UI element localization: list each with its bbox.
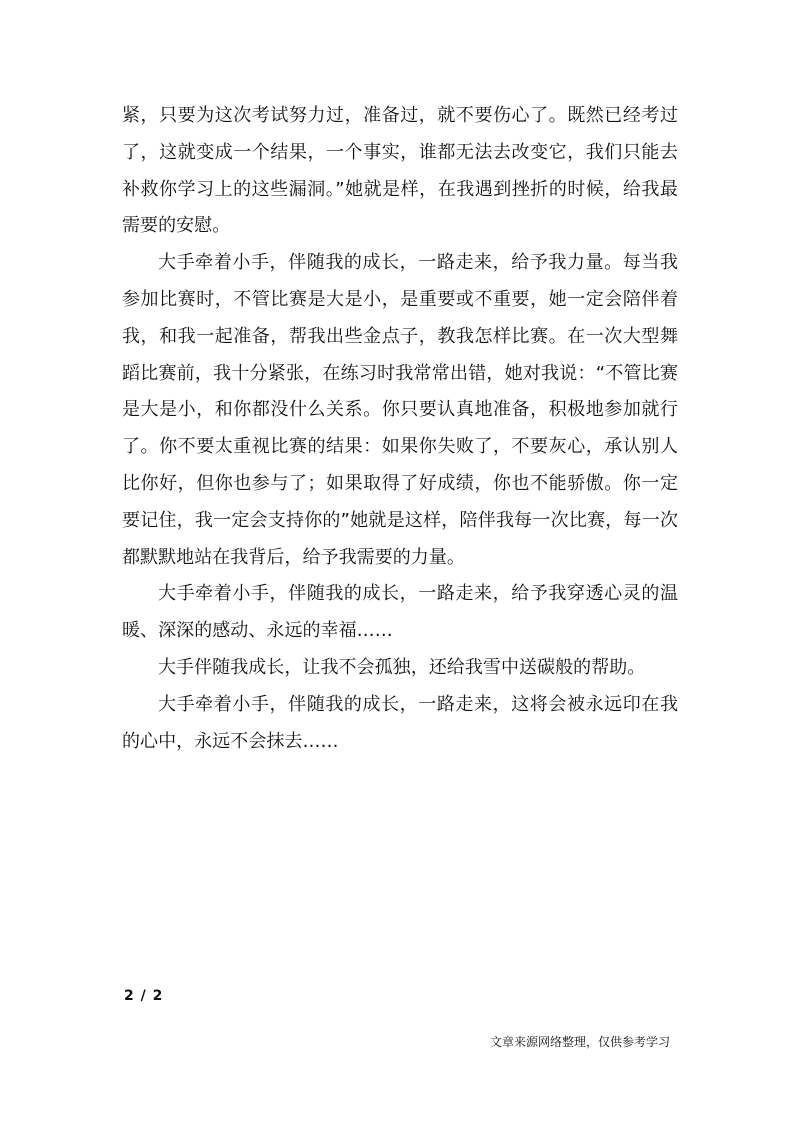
page-number: 2 / 2 <box>124 988 164 1004</box>
body-text <box>122 98 678 760</box>
paragraph-4: 大手伴随我成长，让我不会孤独，还给我雪中送碳般的帮助。 <box>158 656 646 678</box>
paragraph-2: 大手牵着小手，伴随我的成长，一路走来，给予我力量。每当我参加比赛时，不管比赛是大是小，是重要或不重要，她一定会陪伴着我，和我一起准备，帮我出些金点子，教我怎样比赛。在一次大型舞蹈比赛前，我十分紧张，在练习时我常常出错，她对我说：“不管比赛是大是小，和你都没什么关系。你只要认真地准备，积极地参加就行了。你不要太重视比赛的结果：如果你失败了，不要灰心，承认别人比你好，但你也参与了；如果取得了好成绩，你也不能骄傲。你一定要记住，我一定会支持你的”她就是这样，陪伴我每一次比赛，每一次都默默地站在我背后，给予我需要的力量。 <box>122 252 678 568</box>
paragraph-1: 紧，只要为这次考试努力过，准备过，就不要伤心了。既然已经考过了，这就变成一个结果，一个事实，谁都无法去改变它，我们只能去补救你学习上的这些漏洞。”她就是样，在我遇到挫折的时候，给我最需要的安慰。 <box>122 105 678 237</box>
paragraph-5: 大手牵着小手，伴随我的成长，一路走来，这将会被永远印在我的心中，永远不会抹去…… <box>122 693 678 752</box>
paragraph-3: 大手牵着小手，伴随我的成长，一路走来，给予我穿透心灵的温暖、深深的感动、永远的幸福…… <box>122 583 678 642</box>
footer-note: 文章来源网络整理，仅供参考学习 <box>489 1035 670 1049</box>
